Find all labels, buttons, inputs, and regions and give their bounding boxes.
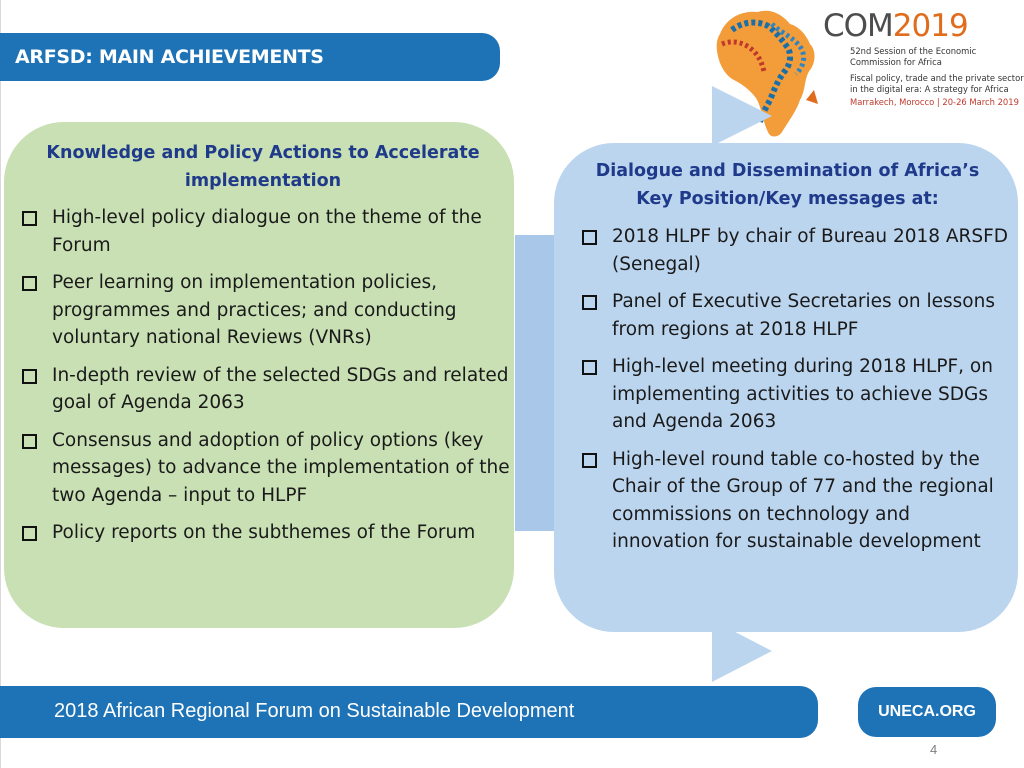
logo-com: COM	[823, 8, 893, 44]
list-item-text: High-level policy dialogue on the theme of the Forum	[52, 207, 482, 256]
list-item	[580, 288, 1012, 343]
slide-title: ARFSD: MAIN ACHIEVEMENTS	[15, 46, 324, 68]
logo-city: Marrakech, Morocco	[850, 97, 935, 107]
list-item-text: Consensus and adoption of policy options (key messages) to advance the implementation of the two Agenda – input to HLPF	[52, 429, 510, 506]
checkbox-bullet-icon	[22, 369, 37, 384]
logo-theme-line1: Fiscal policy, trade and the private sector	[850, 73, 1024, 83]
panel-connector	[515, 235, 555, 531]
list-item-text: 2018 HLPF by chair of Bureau 2018 ARSFD (Senegal)	[612, 226, 1009, 275]
right-panel-list	[580, 223, 1012, 566]
checkbox-bullet-icon	[582, 360, 597, 375]
list-item	[580, 446, 1012, 556]
checkbox-bullet-icon	[22, 434, 37, 449]
logo-location	[850, 97, 1019, 107]
list-item	[20, 204, 510, 259]
list-item-text: Peer learning on implementation policies, programmes and practices; and conducting voluntary national Reviews (VNRs)	[52, 272, 457, 348]
list-item	[580, 223, 1012, 278]
list-item	[580, 353, 1012, 436]
list-item	[20, 427, 510, 510]
list-item-text: Policy reports on the subthemes of the Forum	[52, 522, 476, 543]
checkbox-bullet-icon	[582, 230, 597, 245]
slide-edge	[0, 0, 1, 768]
logo-theme-line2: in the digital era: A strategy for Africa	[850, 84, 1009, 94]
page-number: 4	[930, 742, 938, 757]
left-panel-heading: Knowledge and Policy Actions to Accelerate implementation	[46, 143, 480, 191]
checkbox-bullet-icon	[22, 526, 37, 541]
logo-session-line2: Commission for Africa	[850, 57, 942, 67]
checkbox-bullet-icon	[582, 453, 597, 468]
list-item-text: Panel of Executive Secretaries on lessons from regions at 2018 HLPF	[612, 291, 995, 340]
list-item-text: In-depth review of the selected SDGs and related goal of Agenda 2063	[52, 364, 509, 413]
logo-year: 2019	[892, 8, 968, 44]
checkbox-bullet-icon	[22, 276, 37, 291]
list-item-text: High-level round table co-hosted by the Chair of the Group of 77 and the regional commissions on technology and innovation for sustainable development	[612, 448, 994, 552]
checkbox-bullet-icon	[22, 211, 37, 226]
logo-dates: | 20-26 March 2019	[934, 97, 1019, 107]
right-panel-heading: Dialogue and Dissemination of Africa’s Key Position/Key messages at:	[595, 161, 980, 209]
list-item	[20, 519, 510, 547]
footer-text: 2018 African Regional Forum on Sustainable Development	[54, 700, 575, 722]
list-item	[20, 269, 510, 352]
list-item	[20, 362, 510, 417]
uneca-link-button[interactable]: UNECA.ORG	[858, 687, 996, 737]
logo-session-line1: 52nd Session of the Economic	[850, 46, 977, 56]
logo-title	[823, 8, 968, 44]
left-panel-list	[20, 204, 510, 557]
checkbox-bullet-icon	[582, 295, 597, 310]
list-item-text: High-level meeting during 2018 HLPF, on implementing activities to achieve SDGs and Agenda 2063	[612, 356, 993, 432]
